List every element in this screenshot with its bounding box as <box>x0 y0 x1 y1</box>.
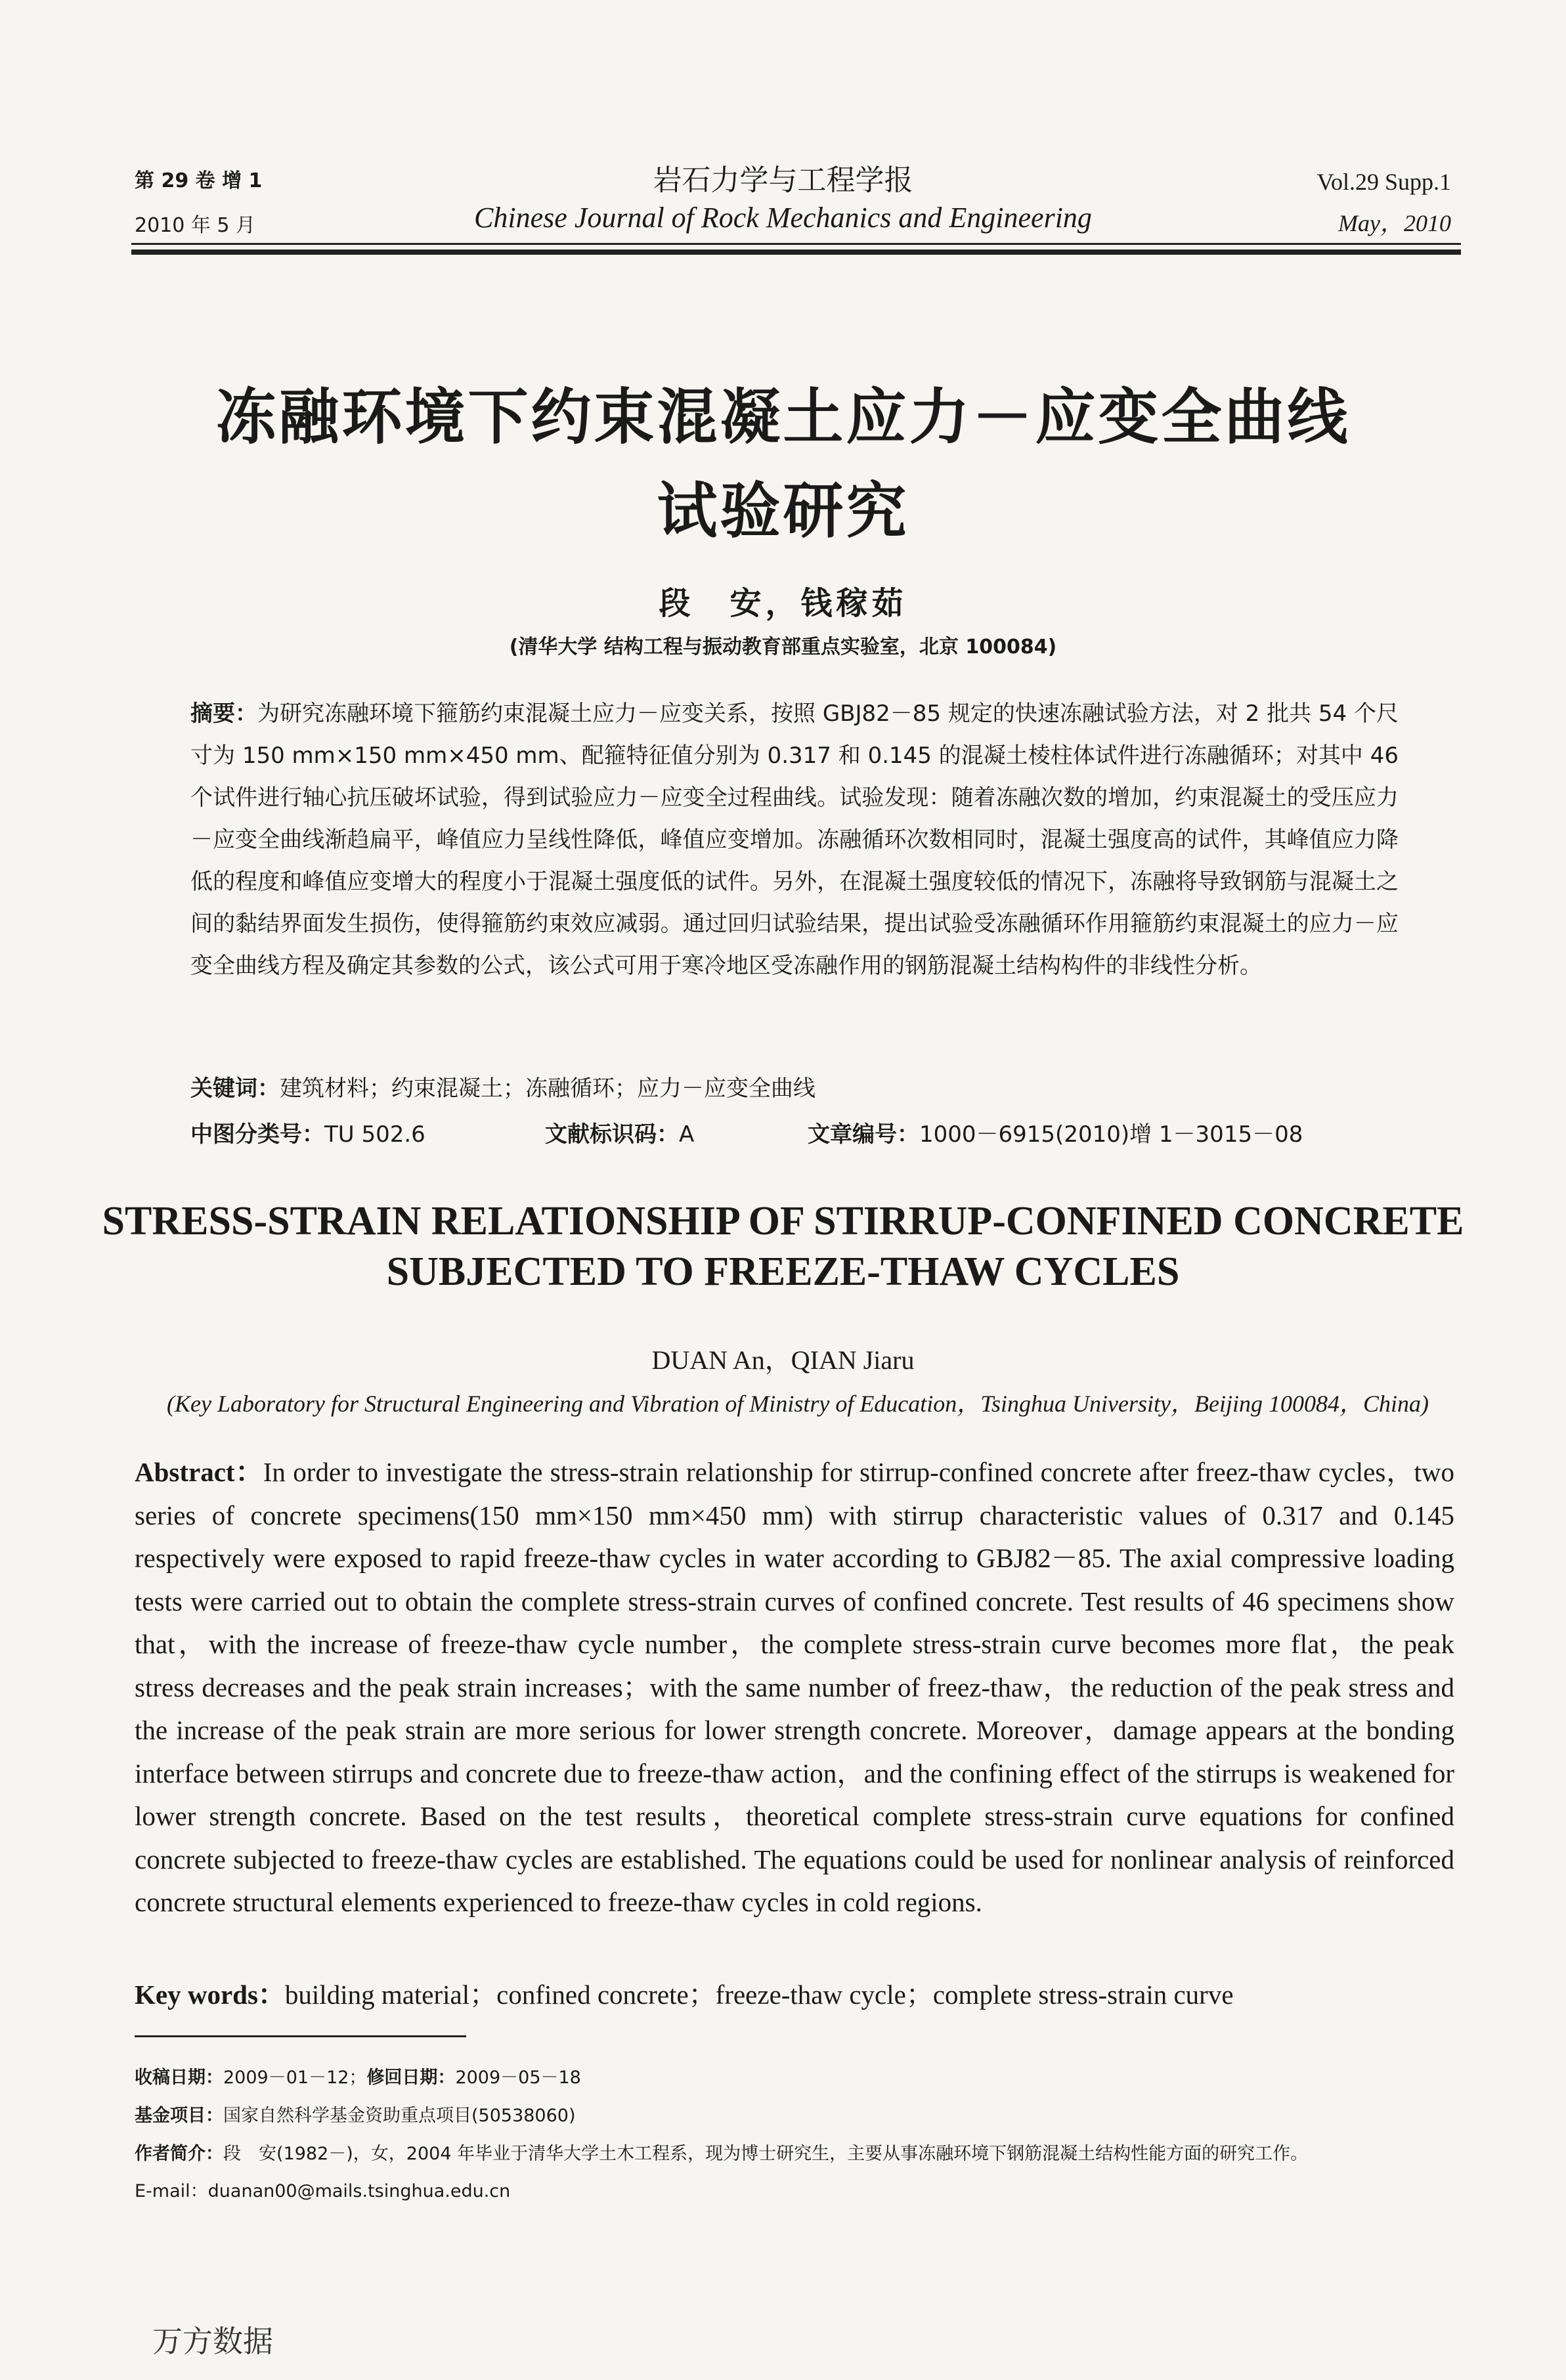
keywords-en-label: Key words： <box>135 1980 285 2010</box>
keywords-cn <box>190 1070 1399 1102</box>
email-value[interactable]: duanan00@mails.tsinghua.edu.cn <box>207 2181 511 2201</box>
date-cn: 2010 年 5 月 <box>135 214 256 237</box>
email-label: E-mail： <box>135 2181 208 2201</box>
journal-title-cn: 岩石力学与工程学报 <box>653 163 913 197</box>
clc-number <box>190 1116 425 1148</box>
header-rule-thick <box>131 249 1461 255</box>
bio-label: 作者简介： <box>135 2144 223 2164</box>
keywords-cn-text: 建筑材料；约束混凝土；冻融循环；应力－应变全曲线 <box>280 1075 816 1102</box>
article-number-value: 1000－6915(2010)增 1－3015－08 <box>919 1121 1303 1148</box>
received-label: 收稿日期： <box>135 2067 223 2088</box>
keywords-en <box>135 1973 1454 2012</box>
authors-cn: 段 安，钱稼茹 <box>659 585 907 622</box>
abstract-en-label: Abstract： <box>135 1457 263 1487</box>
footnote-bio <box>135 2139 1468 2165</box>
clc-label: 中图分类号： <box>190 1121 324 1148</box>
doc-code-value: A <box>679 1121 695 1148</box>
volume-en: Vol.29 Supp.1 <box>1316 169 1451 195</box>
title-en-line1: STRESS-STRAIN RELATIONSHIP OF STIRRUP-CONFINED CONCRETE <box>102 1199 1464 1244</box>
journal-title-en: Chinese Journal of Rock Mechanics and Engineering <box>474 202 1092 234</box>
abstract-en-text: In order to investigate the stress-strain relationship for stirrup-confined concrete after freez-thaw cycles，two series of concrete specimens(150 mm×150 mm×450 mm) with stirrup characteristic values of 0.317 and 0.145 respectively were exposed to rapid freeze-thaw cycles in water according to GBJ82－85. The axial compressive loading tests were carried out to obtain the complete stress-strain curves of confined concrete. Test results of 46 specimens show that，with the increase of freeze-thaw cycle number，the complete stress-strain curve becomes more flat，the peak stress decreases and the peak strain increases；with the same number of freez-thaw，the reduction of the peak stress and the increase of the peak strain are more serious for lower strength concrete. Moreover，damage appears at the bonding interface between stirrups and concrete due to freeze-thaw action，and the confining effect of the stirrups is weakened for lower strength concrete. Based on the test results，theoretical complete stress-strain curve equations for confined concrete subjected to freeze-thaw cycles are established. The equations could be used for nonlinear analysis of reinforced concrete structural elements experienced to freeze-thaw cycles in cold regions. <box>135 1457 1454 1917</box>
title-cn-line2: 试验研究 <box>657 476 909 546</box>
fund-label: 基金项目： <box>135 2106 223 2126</box>
abstract-en <box>135 1451 1454 1924</box>
footnote-dates <box>135 2063 1468 2088</box>
header-rule-thin <box>131 243 1461 245</box>
article-number <box>808 1116 1303 1148</box>
revised-label: 修回日期： <box>366 2067 456 2088</box>
footnote-fund <box>135 2101 1468 2127</box>
keywords-en-text: building material；confined concrete；freeze-thaw cycle；complete stress-strain curve <box>284 1980 1234 2010</box>
fund-value: 国家自然科学基金资助重点项目(50538060) <box>223 2106 576 2126</box>
clc-value: TU 502.6 <box>324 1121 425 1148</box>
abstract-cn <box>190 693 1399 987</box>
revised-value: 2009－05－18 <box>455 2067 581 2088</box>
doc-code <box>545 1116 694 1148</box>
affiliation-en: (Key Laboratory for Structural Engineering and Vibration of Ministry of Education，Tsinghua University，Beijing 100084，China) <box>167 1391 1429 1417</box>
footnote-email <box>135 2176 1468 2202</box>
date-en: May，2010 <box>1338 210 1451 236</box>
title-en-line2: SUBJECTED TO FREEZE-THAW CYCLES <box>386 1249 1180 1294</box>
received-value: 2009－01－12； <box>223 2067 367 2088</box>
bio-value: 段 安(1982－)，女，2004 年毕业于清华大学土木工程系，现为博士研究生，主要从事冻融环境下钢筋混凝土结构性能方面的研究工作。 <box>223 2144 1309 2164</box>
abstract-cn-label: 摘要： <box>190 701 258 727</box>
title-cn-line1: 冻融环境下约束混凝土应力－应变全曲线 <box>215 382 1351 452</box>
article-number-label: 文章编号： <box>808 1121 919 1148</box>
abstract-cn-text: 为研究冻融环境下箍筋约束混凝土应力－应变关系，按照 GBJ82－85 规定的快速冻融试验方法，对 2 批共 54 个尺寸为 150 mm×150 mm×450 mm、配箍特征值分别为 0.317 和 0.145 的混凝土棱柱体试件进行冻融循环；对其中 46 个试件进行轴心抗压破坏试验，得到试验应力－应变全过程曲线。试验发现：随着冻融次数的增加，约束混凝土的受压应力－应变全曲线渐趋扁平，峰值应力呈线性降低，峰值应变增加。冻融循环次数相同时，混凝土强度高的试件，其峰值应力降低的程度和峰值应变增大的程度小于混凝土强度低的试件。另外，在混凝土强度较低的情况下，冻融将导致钢筋与混凝土之间的黏结界面发生损伤，使得箍筋约束效应减弱。通过回归试验结果，提出试验受冻融循环作用箍筋约束混凝土的应力－应变全曲线方程及确定其参数的公式，该公式可用于寒冷地区受冻融作用的钢筋混凝土结构构件的非线性分析。 <box>190 701 1399 979</box>
keywords-cn-label: 关键词： <box>190 1075 280 1102</box>
doc-code-label: 文献标识码： <box>545 1121 679 1148</box>
affiliation-cn: (清华大学 结构工程与振动教育部重点实验室，北京 100084) <box>509 636 1057 659</box>
footnote-rule <box>135 2035 466 2037</box>
watermark-text: 万方数据 <box>152 2324 273 2359</box>
authors-en: DUAN An，QIAN Jiaru <box>651 1345 915 1375</box>
volume-cn: 第 29 卷 增 1 <box>135 169 263 192</box>
